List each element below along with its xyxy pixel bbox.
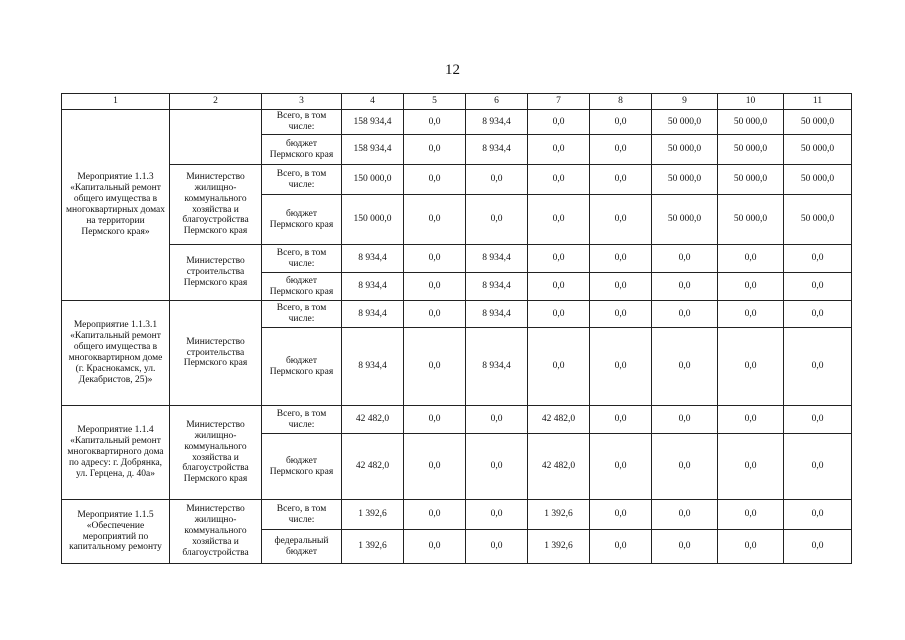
value-cell: 0,0 xyxy=(652,273,718,301)
value-cell: 158 934,4 xyxy=(342,110,404,135)
page-number: 12 xyxy=(445,62,460,78)
value-cell: 0,0 xyxy=(784,273,852,301)
value-cell: 0,0 xyxy=(590,530,652,564)
value-cell: 0,0 xyxy=(784,406,852,434)
table-row xyxy=(62,500,852,530)
value-cell: 0,0 xyxy=(404,406,466,434)
value-cell: 0,0 xyxy=(718,245,784,273)
value-cell: 0,0 xyxy=(590,165,652,195)
value-cell: 0,0 xyxy=(590,110,652,135)
executor-cell xyxy=(170,110,262,165)
event-name-cell: Мероприятие 1.1.3 «Капитальный ремонт общего имущества в многоквартирных домах на территории Пермского края» xyxy=(62,110,170,301)
value-cell: 0,0 xyxy=(466,165,528,195)
value-cell: 50 000,0 xyxy=(718,135,784,165)
value-cell: 0,0 xyxy=(784,530,852,564)
value-cell: 8 934,4 xyxy=(466,110,528,135)
funding-source-cell: Всего, в том числе: xyxy=(262,110,342,135)
value-cell: 0,0 xyxy=(466,195,528,245)
value-cell: 42 482,0 xyxy=(342,434,404,500)
table-row xyxy=(62,301,852,328)
value-cell: 0,0 xyxy=(718,406,784,434)
value-cell: 0,0 xyxy=(784,328,852,406)
column-header: 9 xyxy=(652,94,718,110)
value-cell: 0,0 xyxy=(784,301,852,328)
value-cell: 0,0 xyxy=(528,273,590,301)
value-cell: 8 934,4 xyxy=(466,301,528,328)
value-cell: 0,0 xyxy=(404,273,466,301)
value-cell: 8 934,4 xyxy=(342,328,404,406)
value-cell: 0,0 xyxy=(404,110,466,135)
value-cell: 0,0 xyxy=(404,135,466,165)
value-cell: 50 000,0 xyxy=(784,195,852,245)
value-cell: 8 934,4 xyxy=(466,328,528,406)
value-cell: 0,0 xyxy=(784,434,852,500)
value-cell: 0,0 xyxy=(404,245,466,273)
value-cell: 0,0 xyxy=(718,500,784,530)
value-cell: 0,0 xyxy=(590,500,652,530)
value-cell: 0,0 xyxy=(784,245,852,273)
value-cell: 0,0 xyxy=(652,328,718,406)
value-cell: 0,0 xyxy=(404,500,466,530)
value-cell: 0,0 xyxy=(466,530,528,564)
value-cell: 0,0 xyxy=(590,195,652,245)
value-cell: 8 934,4 xyxy=(342,301,404,328)
value-cell: 8 934,4 xyxy=(466,273,528,301)
value-cell: 0,0 xyxy=(718,530,784,564)
value-cell: 0,0 xyxy=(404,165,466,195)
value-cell: 0,0 xyxy=(652,530,718,564)
value-cell: 0,0 xyxy=(590,135,652,165)
event-name-cell: Мероприятие 1.1.4 «Капитальный ремонт многоквартирного дома по адресу: г. Добрянка, ул. Герцена, д. 40а» xyxy=(62,406,170,500)
funding-source-cell: федеральный бюджет xyxy=(262,530,342,564)
value-cell: 1 392,6 xyxy=(342,530,404,564)
table-row xyxy=(62,165,852,195)
table-row xyxy=(62,110,852,135)
value-cell: 0,0 xyxy=(404,530,466,564)
value-cell: 50 000,0 xyxy=(784,165,852,195)
value-cell: 0,0 xyxy=(652,245,718,273)
column-header: 8 xyxy=(590,94,652,110)
value-cell: 150 000,0 xyxy=(342,165,404,195)
executor-cell: Министерство строительства Пермского края xyxy=(170,245,262,301)
value-cell: 50 000,0 xyxy=(784,135,852,165)
value-cell: 0,0 xyxy=(652,434,718,500)
value-cell: 0,0 xyxy=(590,328,652,406)
value-cell: 50 000,0 xyxy=(718,110,784,135)
funding-source-cell: бюджет Пермского края xyxy=(262,195,342,245)
value-cell: 0,0 xyxy=(718,434,784,500)
executor-cell: Министерство жилищно-коммунального хозяйства и благоустройства Пермского края xyxy=(170,165,262,245)
column-header: 2 xyxy=(170,94,262,110)
value-cell: 0,0 xyxy=(528,195,590,245)
value-cell: 1 392,6 xyxy=(528,530,590,564)
value-cell: 42 482,0 xyxy=(342,406,404,434)
funding-source-cell: Всего, в том числе: xyxy=(262,301,342,328)
column-header: 6 xyxy=(466,94,528,110)
value-cell: 0,0 xyxy=(590,301,652,328)
value-cell: 0,0 xyxy=(652,500,718,530)
column-header: 10 xyxy=(718,94,784,110)
value-cell: 0,0 xyxy=(404,195,466,245)
column-header: 4 xyxy=(342,94,404,110)
value-cell: 0,0 xyxy=(404,434,466,500)
table-body xyxy=(62,110,852,564)
value-cell: 50 000,0 xyxy=(718,165,784,195)
value-cell: 0,0 xyxy=(528,245,590,273)
event-name-cell: Мероприятие 1.1.5 «Обеспечение мероприятий по капитальному ремонту xyxy=(62,500,170,564)
funding-source-cell: Всего, в том числе: xyxy=(262,500,342,530)
value-cell: 0,0 xyxy=(466,406,528,434)
value-cell: 42 482,0 xyxy=(528,406,590,434)
value-cell: 0,0 xyxy=(466,434,528,500)
funding-source-cell: Всего, в том числе: xyxy=(262,245,342,273)
header-row xyxy=(62,94,852,110)
value-cell: 0,0 xyxy=(404,301,466,328)
value-cell: 0,0 xyxy=(718,273,784,301)
value-cell: 0,0 xyxy=(528,110,590,135)
column-header: 5 xyxy=(404,94,466,110)
value-cell: 0,0 xyxy=(528,135,590,165)
funding-source-cell: бюджет Пермского края xyxy=(262,328,342,406)
value-cell: 0,0 xyxy=(718,301,784,328)
value-cell: 42 482,0 xyxy=(528,434,590,500)
value-cell: 50 000,0 xyxy=(652,195,718,245)
value-cell: 0,0 xyxy=(590,406,652,434)
value-cell: 0,0 xyxy=(528,165,590,195)
value-cell: 158 934,4 xyxy=(342,135,404,165)
value-cell: 50 000,0 xyxy=(652,165,718,195)
value-cell: 1 392,6 xyxy=(528,500,590,530)
value-cell: 0,0 xyxy=(718,328,784,406)
table-row xyxy=(62,245,852,273)
event-name-cell: Мероприятие 1.1.3.1 «Капитальный ремонт общего имущества в многоквартирном доме (г. Краснокамск, ул. Декабристов, 25)» xyxy=(62,301,170,406)
value-cell: 150 000,0 xyxy=(342,195,404,245)
value-cell: 8 934,4 xyxy=(342,245,404,273)
value-cell: 0,0 xyxy=(784,500,852,530)
value-cell: 0,0 xyxy=(590,245,652,273)
value-cell: 0,0 xyxy=(652,406,718,434)
executor-cell: Министерство жилищно-коммунального хозяйства и благоустройства Пермского края xyxy=(170,406,262,500)
value-cell: 0,0 xyxy=(528,301,590,328)
value-cell: 8 934,4 xyxy=(466,245,528,273)
column-header: 3 xyxy=(262,94,342,110)
value-cell: 0,0 xyxy=(590,434,652,500)
value-cell: 1 392,6 xyxy=(342,500,404,530)
value-cell: 50 000,0 xyxy=(718,195,784,245)
column-header: 11 xyxy=(784,94,852,110)
funding-source-cell: бюджет Пермского края xyxy=(262,273,342,301)
value-cell: 0,0 xyxy=(528,328,590,406)
value-cell: 50 000,0 xyxy=(652,110,718,135)
budget-table xyxy=(61,93,852,564)
table-row xyxy=(62,406,852,434)
value-cell: 50 000,0 xyxy=(652,135,718,165)
funding-source-cell: Всего, в том числе: xyxy=(262,406,342,434)
funding-source-cell: бюджет Пермского края xyxy=(262,135,342,165)
value-cell: 0,0 xyxy=(466,500,528,530)
funding-source-cell: Всего, в том числе: xyxy=(262,165,342,195)
value-cell: 8 934,4 xyxy=(466,135,528,165)
executor-cell: Министерство жилищно-коммунального хозяйства и благоустройства xyxy=(170,500,262,564)
value-cell: 50 000,0 xyxy=(784,110,852,135)
value-cell: 0,0 xyxy=(404,328,466,406)
column-header: 1 xyxy=(62,94,170,110)
value-cell: 0,0 xyxy=(652,301,718,328)
funding-source-cell: бюджет Пермского края xyxy=(262,434,342,500)
executor-cell: Министерство строительства Пермского края xyxy=(170,301,262,406)
column-header: 7 xyxy=(528,94,590,110)
value-cell: 0,0 xyxy=(590,273,652,301)
value-cell: 8 934,4 xyxy=(342,273,404,301)
